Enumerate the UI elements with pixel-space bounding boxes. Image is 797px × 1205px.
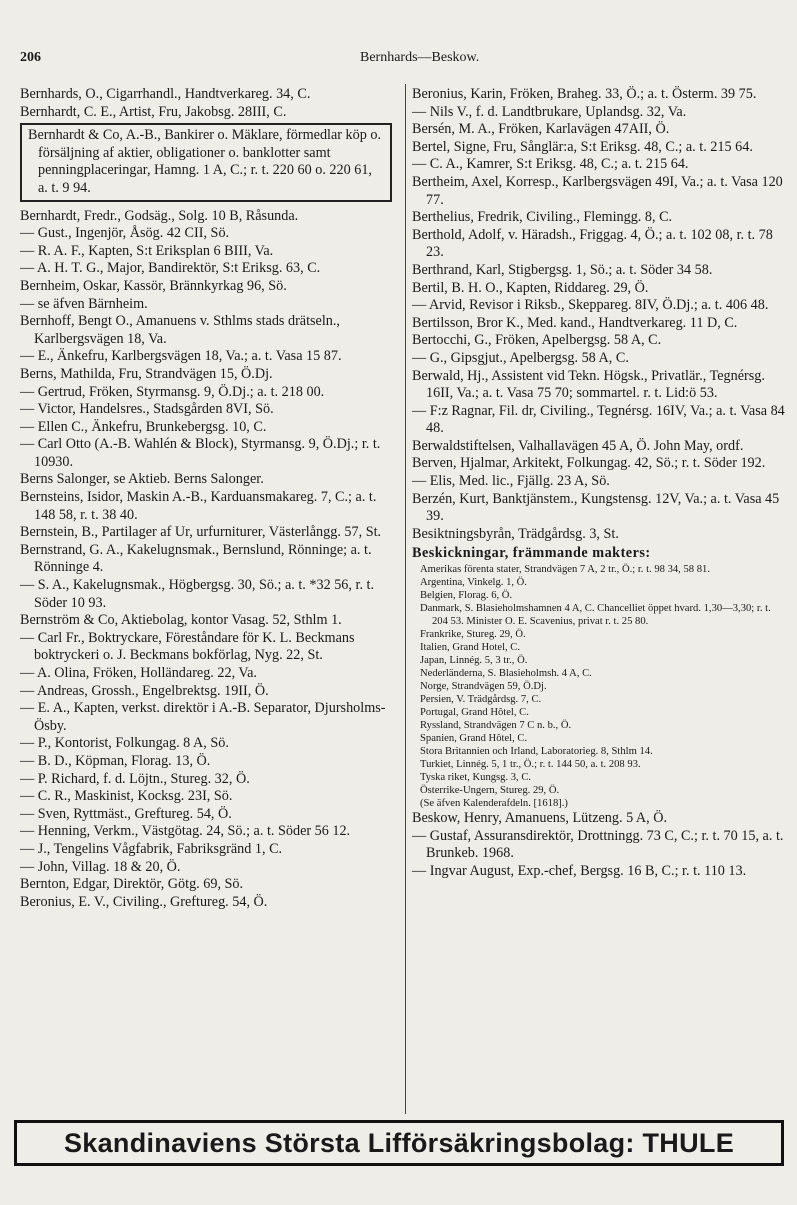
directory-entry: — Ellen C., Änkefru, Brunkebergsg. 10, C. xyxy=(20,418,267,435)
directory-entry: Bernhardt, C. E., Artist, Fru, Jakobsg. 28III, C. xyxy=(20,103,287,120)
directory-entry: Bernhardt, Fredr., Godsäg., Solg. 10 B, Råsunda. xyxy=(20,207,299,224)
directory-entry: — P. Richard, f. d. Löjtn., Stureg. 32, Ö. xyxy=(20,770,250,787)
left-entries-top xyxy=(20,86,400,121)
directory-entry: Persien, V. Trädgårdsg. 7, C. xyxy=(420,694,542,706)
directory-entry: — Andreas, Grossh., Engelbrektsg. 19II, Ö. xyxy=(20,682,269,699)
directory-entry: Bertocchi, G., Fröken, Apelbergsg. 58 A, C. xyxy=(412,332,662,349)
directory-entry: — S. A., Kakelugnsmak., Högbergsg. 30, Sö.; a. t. *32 56, r. t. Söder 10 93. xyxy=(20,577,375,611)
running-head: Bernhards—Beskow. xyxy=(360,50,480,65)
directory-entry: Bertilsson, Bror K., Med. kand., Handtverkareg. 11 D, C. xyxy=(412,314,738,331)
right-column xyxy=(412,86,788,880)
directory-entry: Bersén, M. A., Fröken, Karlavägen 47AII, Ö. xyxy=(412,121,670,138)
directory-entry: Beronius, Karin, Fröken, Braheg. 33, Ö.; a. t. Österm. 39 75. xyxy=(412,86,757,102)
directory-entry: Argentina, Vinkelg. 1, Ö. xyxy=(420,577,527,589)
directory-entry: — Elis, Med. lic., Fjällg. 23 A, Sö. xyxy=(412,473,610,490)
directory-entry: — Gust., Ingenjör, Åsög. 42 CII, Sö. xyxy=(20,225,230,242)
directory-entry: — John, Villag. 18 & 20, Ö. xyxy=(20,858,181,875)
directory-entry: Bernström & Co, Aktiebolag, kontor Vasag. 52, Sthlm 1. xyxy=(20,612,342,629)
directory-entry: — Henning, Verkm., Västgötag. 24, Sö.; a. t. Söder 56 12. xyxy=(20,823,351,840)
directory-entry: Berns Salonger, se Aktieb. Berns Salonger. xyxy=(20,471,264,488)
directory-entry: — C. R., Maskinist, Kocksg. 23I, Sö. xyxy=(20,788,233,805)
directory-entry: Berns, Mathilda, Fru, Strandvägen 15, Ö.Dj. xyxy=(20,365,273,382)
directory-entry: Belgien, Florag. 6, Ö. xyxy=(420,590,513,602)
directory-entry: Berwaldstiftelsen, Valhallavägen 45 A, Ö. John May, ordf. xyxy=(412,437,744,454)
directory-entry: Berzén, Kurt, Banktjänstem., Kungstensg. 12V, Va.; a. t. Vasa 45 39. xyxy=(412,490,780,525)
directory-entry: — Sven, Ryttmäst., Greftureg. 54, Ö. xyxy=(20,805,232,822)
directory-entry: Bernheim, Oskar, Kassör, Brännkyrkag 96, Sö. xyxy=(20,277,287,294)
directory-entry: Bernhards, O., Cigarrhandl., Handtverkareg. 34, C. xyxy=(20,86,311,102)
directory-entry: — P., Kontorist, Folkungag. 8 A, Sö. xyxy=(20,735,229,752)
directory-entry: Norge, Strandvägen 59, Ö.Dj. xyxy=(420,681,547,693)
directory-entry: Japan, Linnég. 5, 3 tr., Ö. xyxy=(420,655,528,667)
directory-entry: Bernstrand, G. A., Kakelugnsmak., Bernslund, Rönninge; a. t. Rönninge 4. xyxy=(20,541,372,576)
directory-entry: — A. Olina, Fröken, Holländareg. 22, Va. xyxy=(20,665,257,681)
page-number: 206 xyxy=(20,50,41,65)
directory-entry: — A. H. T. G., Major, Bandirektör, S:t Eriksg. 63, C. xyxy=(20,260,321,277)
directory-entry: — F:z Ragnar, Fil. dr, Civiling., Tegnérsg. 16IV, Va.; a. t. Vasa 84 48. xyxy=(412,402,785,437)
directory-entry: Bernton, Edgar, Direktör, Götg. 69, Sö. xyxy=(20,876,244,893)
right-entries xyxy=(412,86,788,543)
footer-advertisement: Skandinaviens Största Lifförsäkringsbolag: THULE xyxy=(14,1120,784,1166)
directory-entry: Bernhardt & Co, A.-B., Bankirer o. Mäklare, förmedlar köp o. försäljning af aktier, obligationer o. banklotter samt penningplaceringar, Hamng. 1 A, C.; r. t. 220 60 o. 220 61, a. t. 9 94. xyxy=(28,127,382,196)
directory-entry: Berthelius, Fredrik, Civiling., Flemingg. 8, C. xyxy=(412,209,673,226)
embassy-list xyxy=(412,563,788,810)
directory-entry: Bernstein, B., Partilager af Ur, urfurniturer, Västerlångg. 57, St. xyxy=(20,524,382,541)
directory-entry: Nederländerna, S. Blasieholmsh. 4 A, C. xyxy=(420,668,592,680)
directory-entry: Besiktningsbyrån, Trädgårdsg. 3, St. xyxy=(412,525,619,542)
directory-entry: — C. A., Kamrer, S:t Eriksg. 48, C.; a. t. 215 64. xyxy=(412,156,689,173)
directory-entry: Spanien, Grand Hôtel, C. xyxy=(420,733,528,745)
directory-entry: Turkiet, Linnég. 5, 1 tr., Ö.; r. t. 144 50, a. t. 208 93. xyxy=(420,759,641,771)
left-entries xyxy=(20,208,400,912)
directory-entry: — se äfven Bärnheim. xyxy=(20,295,148,312)
directory-entry: Berwald, Hj., Assistent vid Tekn. Högsk., Privatlär., Tegnérsg. 16II, Va.; a. t. Vasa 75 70; sommartel. r. t. Lid:ö 53. xyxy=(412,367,765,402)
directory-entry: Bertel, Signe, Fru, Sånglär:a, S:t Eriksg. 48, C.; a. t. 215 64. xyxy=(412,138,753,155)
column-divider xyxy=(405,84,406,1114)
directory-entry: — Victor, Handelsres., Stadsgården 8VI, Sö. xyxy=(20,401,274,418)
right-entries-bottom xyxy=(412,810,788,880)
directory-entry: (Se äfven Kalenderafdeln. [1618].) xyxy=(420,798,568,810)
page-header xyxy=(20,50,780,70)
directory-entry: Bernsteins, Isidor, Maskin A.-B., Karduansmakareg. 7, C.; a. t. 148 58, r. t. 38 40. xyxy=(20,489,377,523)
directory-entry: Amerikas förenta stater, Strandvägen 7 A, 2 tr., Ö.; r. t. 98 34, 58 81. xyxy=(420,564,710,576)
directory-entry: Frankrike, Stureg. 29, Ö. xyxy=(420,629,526,641)
directory-entry: Bertil, B. H. O., Kapten, Riddareg. 29, Ö. xyxy=(412,279,649,296)
directory-entry: Berven, Hjalmar, Arkitekt, Folkungag. 42, Sö.; r. t. Söder 192. xyxy=(412,455,766,472)
directory-entry: — Gustaf, Assuransdirektör, Drottningg. 73 C, C.; r. t. 70 15, a. t. Brunkeb. 1968. xyxy=(412,827,784,862)
directory-entry: Stora Britannien och Irland, Laboratorieg. 8, Sthlm 14. xyxy=(420,746,653,758)
embassy-heading: Beskickningar, främmande makters: xyxy=(412,545,651,562)
boxed-advertisement xyxy=(20,123,392,201)
directory-entry: — Ingvar August, Exp.-chef, Bergsg. 16 B, C.; r. t. 110 13. xyxy=(412,862,747,879)
directory-entry: Portugal, Grand Hôtel, C. xyxy=(420,707,529,719)
directory-entry: — E., Änkefru, Karlbergsvägen 18, Va.; a. t. Vasa 15 87. xyxy=(20,348,342,365)
directory-entry: — G., Gipsgjut., Apelbergsg. 58 A, C. xyxy=(412,349,629,366)
directory-entry: Beronius, E. V., Civiling., Greftureg. 54, Ö. xyxy=(20,893,268,910)
directory-entry: — E. A., Kapten, verkst. direktör i A.-B. Separator, Djursholms-Ösby. xyxy=(20,700,386,734)
directory-entry: — Carl Otto (A.-B. Wahlén & Block), Styrmansg. 9, Ö.Dj.; r. t. 10930. xyxy=(20,436,381,470)
directory-entry: Österrike-Ungern, Stureg. 29, Ö. xyxy=(420,785,560,797)
directory-entry: Bertheim, Axel, Korresp., Karlbergsvägen 49I, Va.; a. t. Vasa 120 77. xyxy=(412,173,783,208)
directory-entry: — Nils V., f. d. Landtbrukare, Uplandsg. 32, Va. xyxy=(412,103,687,120)
directory-entry: — J., Tengelins Vågfabrik, Fabriksgränd 1, C. xyxy=(20,840,283,857)
directory-entry: Berthrand, Karl, Stigbergsg. 1, Sö.; a. t. Söder 34 58. xyxy=(412,261,713,278)
left-column xyxy=(20,86,400,911)
directory-entry: Beskow, Henry, Amanuens, Lützeng. 5 A, Ö. xyxy=(412,810,668,827)
directory-entry: Berthold, Adolf, v. Häradsh., Friggag. 4, Ö.; a. t. 102 08, r. t. 78 23. xyxy=(412,226,773,261)
directory-entry: — Arvid, Revisor i Riksb., Skeppareg. 8IV, Ö.Dj.; a. t. 406 48. xyxy=(412,297,769,314)
directory-entry: Ryssland, Strandvägen 7 C n. b., Ö. xyxy=(420,720,572,732)
directory-entry: Tyska riket, Kungsg. 3, C. xyxy=(420,772,532,784)
directory-entry: — R. A. F., Kapten, S:t Eriksplan 6 BIII, Va. xyxy=(20,242,274,259)
directory-entry: — Carl Fr., Boktryckare, Föreståndare för K. L. Beckmans boktryckeri o. J. Beckmans bokförlag, Nyg. 22, St. xyxy=(20,629,355,664)
directory-entry: Bernhoff, Bengt O., Amanuens v. Sthlms stads drätseln., Karlbergsvägen 18, Va. xyxy=(20,313,340,347)
directory-entry: — Gertrud, Fröken, Styrmansg. 9, Ö.Dj.; a. t. 218 00. xyxy=(20,383,325,400)
directory-entry: Danmark, S. Blasieholmshamnen 4 A, C. Chancelliet öppet hvard. 1,30—3,30; r. t. 204 53. Minister O. E. Scavenius, privat r. t. 25 80. xyxy=(420,603,771,628)
directory-entry: Italien, Grand Hotel, C. xyxy=(420,642,521,654)
directory-entry: — B. D., Köpman, Florag. 13, Ö. xyxy=(20,752,211,769)
